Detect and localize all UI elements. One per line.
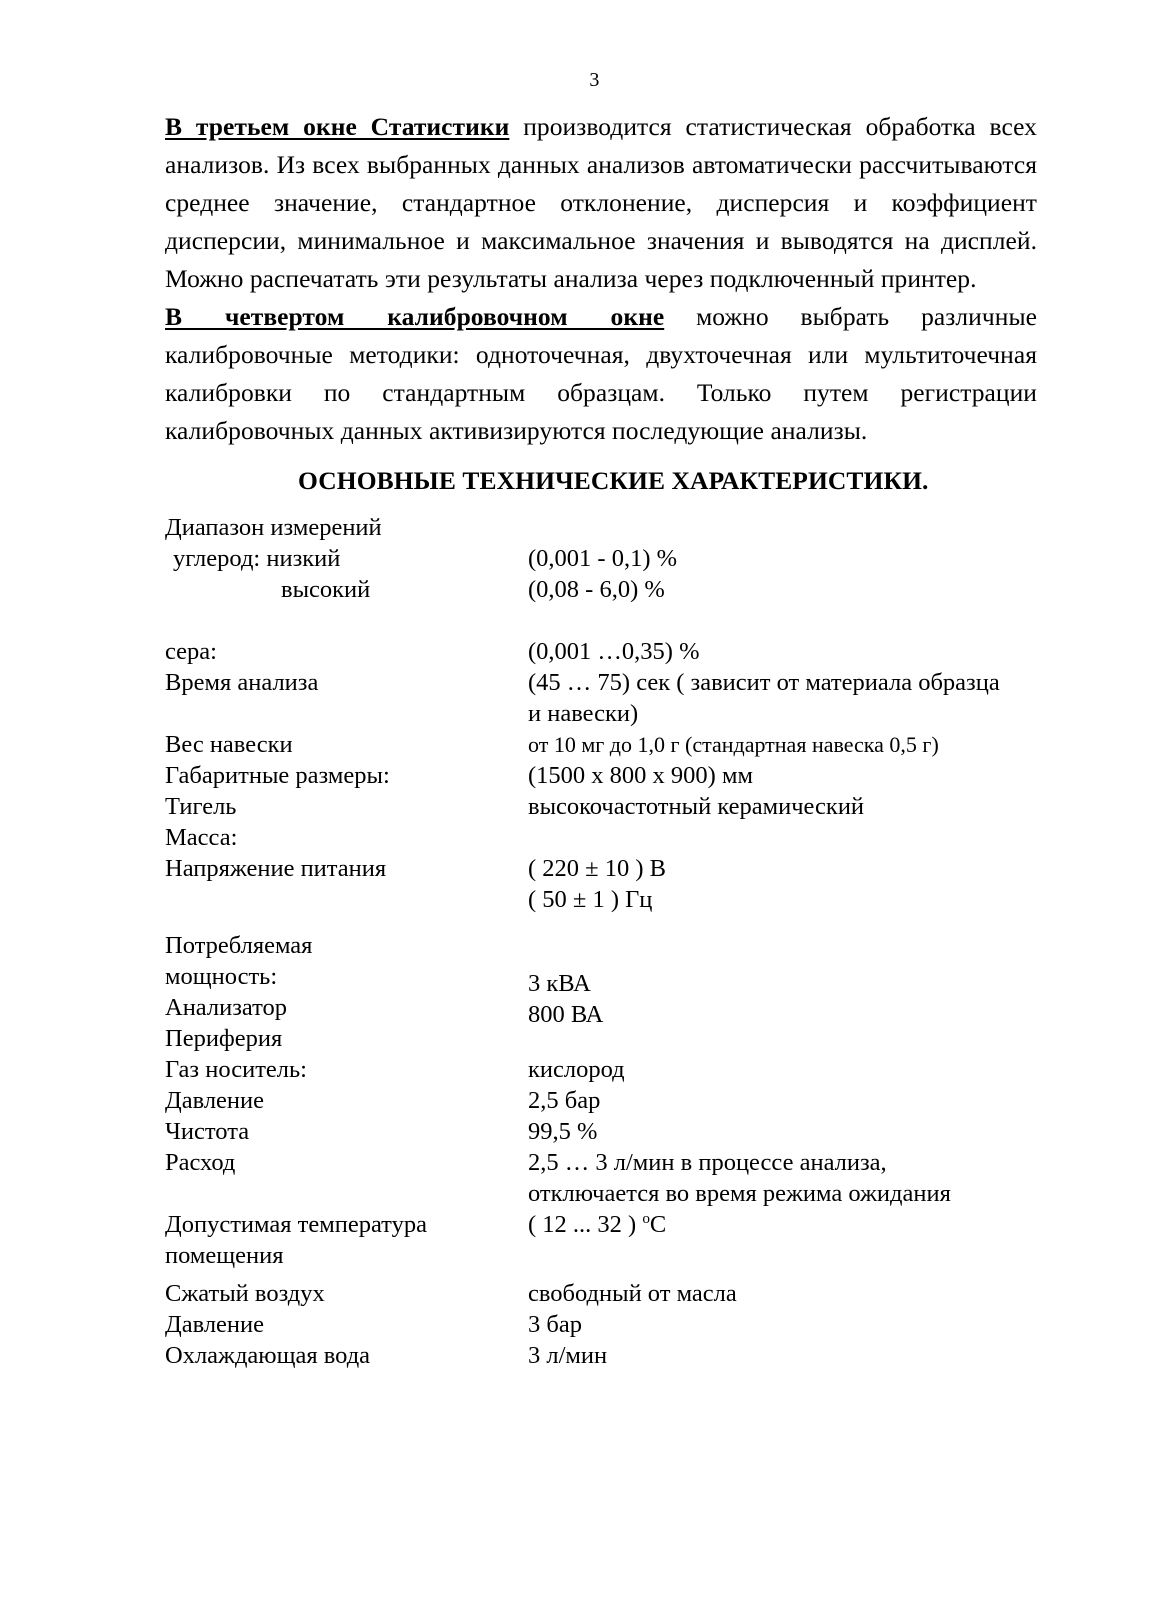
spec-row	[165, 636, 1037, 667]
spec-row	[165, 760, 1037, 791]
paragraph-text-statistics: производится статистическая обработка всех анализов. Из всех выбранных данных анализов автоматически рассчитываются среднее значение, стандартное отклонение, дисперсия и коэффициент дисперсии, минимальное и максимальное значения и выводятся на дисплей. Можно распечатать эти результаты анализа через подключенный принтер.	[165, 112, 1037, 293]
spec-row	[165, 574, 1037, 636]
spec-label: помещения	[165, 1242, 284, 1269]
spec-label: Анализатор	[165, 994, 288, 1021]
spec-label: Охлаждающая вода	[165, 1342, 371, 1369]
spec-row	[165, 667, 1037, 698]
spec-label: Давление	[165, 1311, 265, 1338]
spec-row	[165, 1209, 1037, 1240]
spec-value: кислород	[528, 1056, 625, 1083]
spec-label: Сжатый воздух	[165, 1280, 325, 1307]
spec-label: Периферия	[165, 1025, 283, 1052]
spec-row	[165, 1240, 1037, 1278]
spec-row	[165, 1054, 1037, 1085]
spec-label: Диапазон измерений	[165, 514, 382, 541]
spec-row	[165, 961, 1037, 997]
spec-row	[165, 1147, 1037, 1178]
spec-value: 2,5 … 3 л/мин в процессе анализа,	[528, 1149, 887, 1176]
spec-label: Напряжение питания	[165, 855, 387, 882]
paragraph-statistics-window	[165, 108, 1037, 298]
spec-row	[165, 791, 1037, 822]
spec-value: 2,5 бар	[528, 1087, 601, 1114]
paragraph-calibration-window	[165, 298, 1037, 450]
spec-row	[165, 1309, 1037, 1340]
spec-row	[165, 698, 1037, 729]
spec-label: сера:	[165, 638, 217, 665]
specifications-list	[165, 512, 1037, 1371]
spec-label: Вес навески	[165, 731, 293, 758]
spec-label: Потребляемая	[165, 932, 313, 959]
spec-row	[165, 1178, 1037, 1209]
spec-row	[165, 1023, 1037, 1054]
spec-label: Допустимая температура	[165, 1211, 427, 1238]
spec-value: ( 220 ± 10 ) В	[528, 855, 666, 882]
spec-label: Чистота	[165, 1118, 250, 1145]
spec-row	[165, 543, 1037, 574]
spec-row	[165, 884, 1037, 930]
spec-label: Газ носитель:	[165, 1056, 307, 1083]
paragraph-lead-statistics: В третьем окне Статистики	[165, 112, 510, 141]
spec-value: ( 50 ± 1 ) Гц	[528, 886, 653, 913]
spec-value: 800 ВА	[528, 1001, 604, 1028]
spec-value: от 10 мг до 1,0 г (стандартная навеска 0,5 г)	[528, 732, 939, 757]
spec-value: свободный от масла	[528, 1280, 737, 1307]
spec-row	[165, 853, 1037, 884]
spec-value: высокочастотный керамический	[528, 793, 865, 820]
spec-value: (1500 х 800 х 900) мм	[528, 762, 753, 789]
spec-label: Габаритные размеры:	[165, 762, 390, 789]
spec-label: Давление	[165, 1087, 265, 1114]
spec-value: 3 бар	[528, 1311, 582, 1338]
spec-label: Время анализа	[165, 669, 319, 696]
spec-label: Масса:	[165, 824, 238, 851]
spec-label: высокий	[281, 576, 371, 603]
spec-value: отключается во время режима ожидания	[528, 1180, 951, 1207]
section-heading-technical-specs: ОСНОВНЫЕ ТЕХНИЧЕСКИЕ ХАРАКТЕРИСТИКИ.	[298, 466, 929, 495]
spec-value: 3 л/мин	[528, 1342, 608, 1369]
spec-row	[165, 1085, 1037, 1116]
spec-label: Расход	[165, 1149, 236, 1176]
spec-value: (0,08 - 6,0) %	[528, 576, 665, 603]
spec-value: 3 кВА	[528, 970, 591, 997]
spec-row	[165, 930, 1037, 961]
spec-value: (0,001 …0,35) %	[528, 638, 700, 665]
spec-row	[165, 822, 1037, 853]
spec-value: 99,5 %	[528, 1118, 598, 1145]
spec-value: (45 … 75) сек ( зависит от материала образца	[528, 669, 1000, 696]
degree-symbol: o	[642, 1209, 650, 1227]
page-number: 3	[589, 69, 600, 91]
spec-row	[165, 992, 1037, 1028]
spec-value: и навески)	[528, 700, 639, 727]
document-body	[165, 108, 1037, 1369]
spec-value-temperature: ( 12 ... 32 ) $^o$С	[528, 1209, 667, 1238]
spec-row	[165, 1340, 1037, 1371]
spec-row	[165, 729, 1037, 760]
spec-label: мощность:	[165, 963, 278, 990]
spec-value: (0,001 - 0,1) %	[528, 545, 678, 572]
spec-row	[165, 512, 1037, 543]
spec-row	[165, 1116, 1037, 1147]
paragraph-lead-calibration: В четвертом калибровочном окне	[165, 302, 665, 331]
spec-label: Тигель	[165, 793, 237, 820]
spec-row	[165, 1278, 1037, 1309]
spec-label: углерод: низкий	[173, 545, 341, 572]
paragraph-text-calibration: можно выбрать различные калибровочные методики: одноточечная, двухточечная или мультиточечная калибровки по стандартным образцам. Только путем регистрации калибровочных данных активизируются последующие анализы.	[165, 302, 1037, 445]
